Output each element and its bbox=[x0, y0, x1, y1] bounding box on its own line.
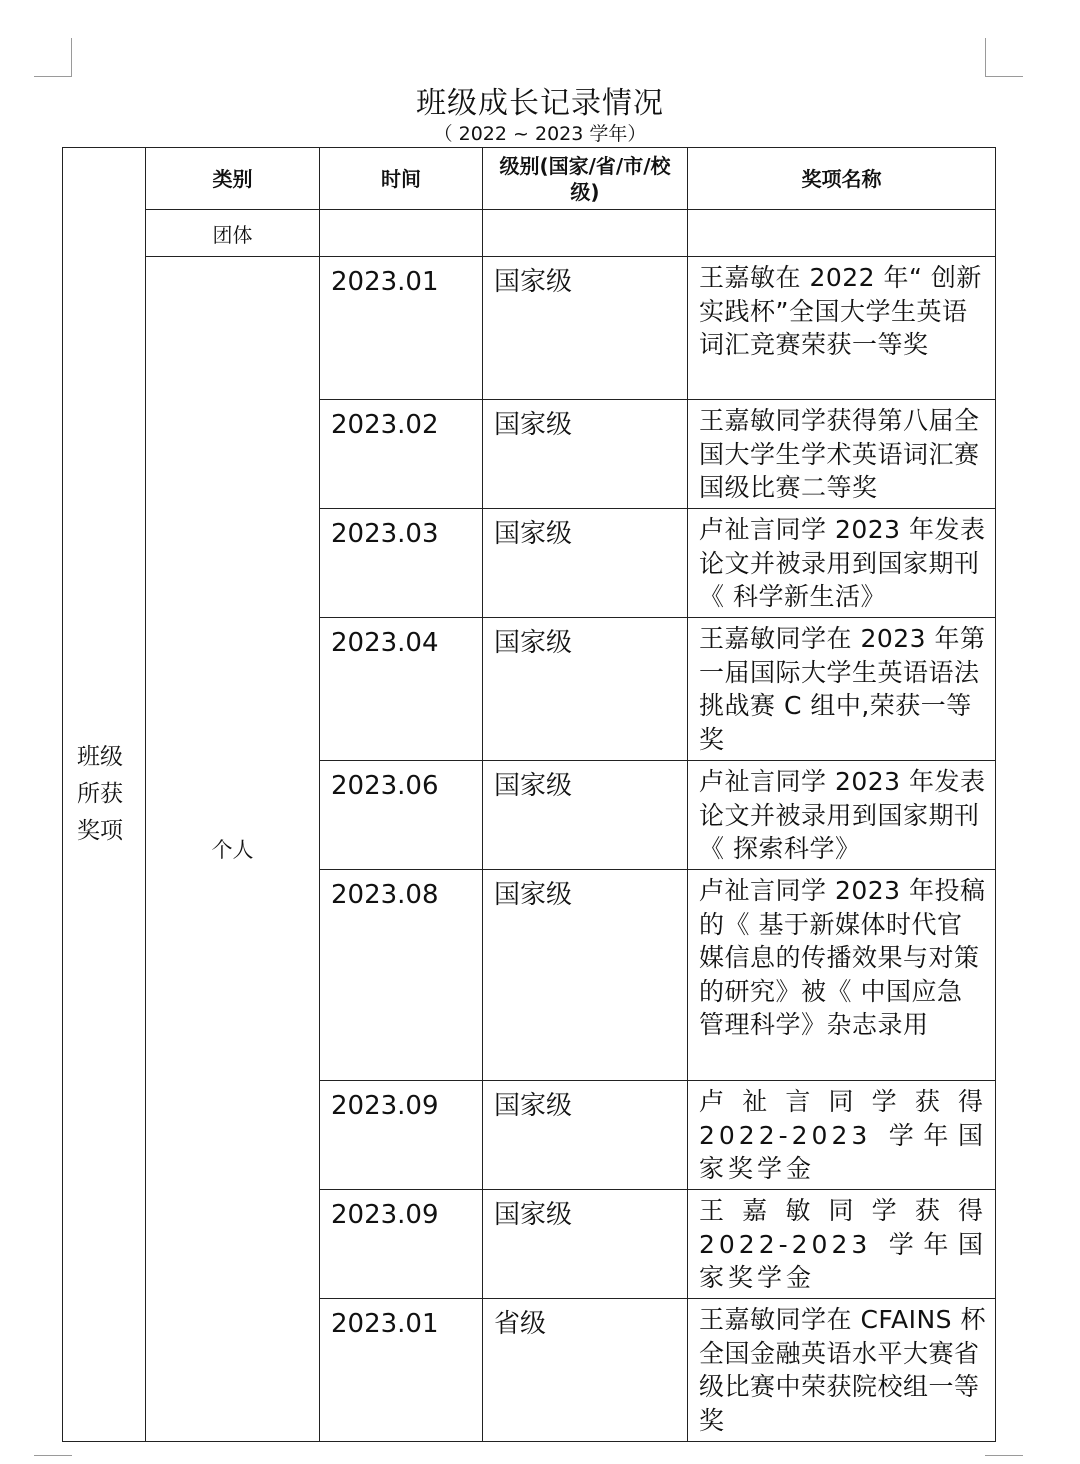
row-time: 2023.04 bbox=[320, 618, 483, 761]
side-label-cell bbox=[63, 148, 146, 1442]
row-level: 省级 bbox=[483, 1299, 688, 1442]
row-award: 王嘉敏同学获得 2022-2023 学年国家奖学金 bbox=[688, 1190, 996, 1299]
side-label: 班级 所获 奖项 bbox=[77, 744, 123, 844]
row-award: 卢祉言同学获得 2022-2023 学年国家奖学金 bbox=[688, 1081, 996, 1190]
row-award: 王嘉敏同学获得第八届全国大学生学术英语词汇赛国级比赛二等奖 bbox=[688, 400, 996, 509]
row-award: 王嘉敏同学在 2023 年第一届国际大学生英语语法挑战赛 C 组中,荣获一等奖 bbox=[688, 618, 996, 761]
row-time: 2023.09 bbox=[320, 1081, 483, 1190]
header-time: 时间 bbox=[320, 148, 483, 210]
row-time: 2023.09 bbox=[320, 1190, 483, 1299]
row-level: 国家级 bbox=[483, 761, 688, 870]
individual-label-cell bbox=[146, 257, 320, 1442]
row-time: 2023.08 bbox=[320, 870, 483, 1081]
row-time: 2023.01 bbox=[320, 257, 483, 400]
row-time: 2023.01 bbox=[320, 1299, 483, 1442]
header-category: 类别 bbox=[146, 148, 320, 210]
row-level: 国家级 bbox=[483, 400, 688, 509]
row-award: 卢祉言同学 2023 年发表论文并被录用到国家期刊《 探索科学》 bbox=[688, 761, 996, 870]
table-row bbox=[63, 257, 996, 400]
row-award: 王嘉敏同学在 CFAINS 杯全国金融英语水平大赛省级比赛中荣获院校组一等奖 bbox=[688, 1299, 996, 1442]
row-award: 卢祉言同学 2023 年投稿的《 基于新媒体时代官媒信息的传播效果与对策的研究》被《 中国应急管理科学》杂志录用 bbox=[688, 870, 996, 1081]
row-time: 2023.03 bbox=[320, 509, 483, 618]
header-award: 奖项名称 bbox=[688, 148, 996, 210]
row-level: 国家级 bbox=[483, 618, 688, 761]
group-level-cell bbox=[483, 210, 688, 257]
header-row bbox=[63, 148, 996, 210]
group-award-cell bbox=[688, 210, 996, 257]
header-level bbox=[483, 148, 688, 210]
row-time: 2023.02 bbox=[320, 400, 483, 509]
row-level: 国家级 bbox=[483, 1190, 688, 1299]
awards-table bbox=[62, 147, 996, 1442]
row-level: 国家级 bbox=[483, 870, 688, 1081]
group-time-cell bbox=[320, 210, 483, 257]
individual-label: 个人 bbox=[211, 838, 254, 862]
row-time: 2023.06 bbox=[320, 761, 483, 870]
group-label: 团体 bbox=[146, 210, 320, 257]
row-level: 国家级 bbox=[483, 257, 688, 400]
row-award: 王嘉敏在 2022 年“ 创新实践杯”全国大学生英语词汇竞赛荣获一等奖 bbox=[688, 257, 996, 400]
row-level: 国家级 bbox=[483, 1081, 688, 1190]
row-level: 国家级 bbox=[483, 509, 688, 618]
page-subtitle: （ 2022 ~ 2023 学年） bbox=[433, 123, 647, 145]
page-title: 班级成长记录情况 bbox=[416, 86, 664, 121]
group-row bbox=[63, 210, 996, 257]
header-level-text: 级别(国家/省/市/校级) bbox=[499, 153, 671, 204]
row-award: 卢祉言同学 2023 年发表论文并被录用到国家期刊《 科学新生活》 bbox=[688, 509, 996, 618]
